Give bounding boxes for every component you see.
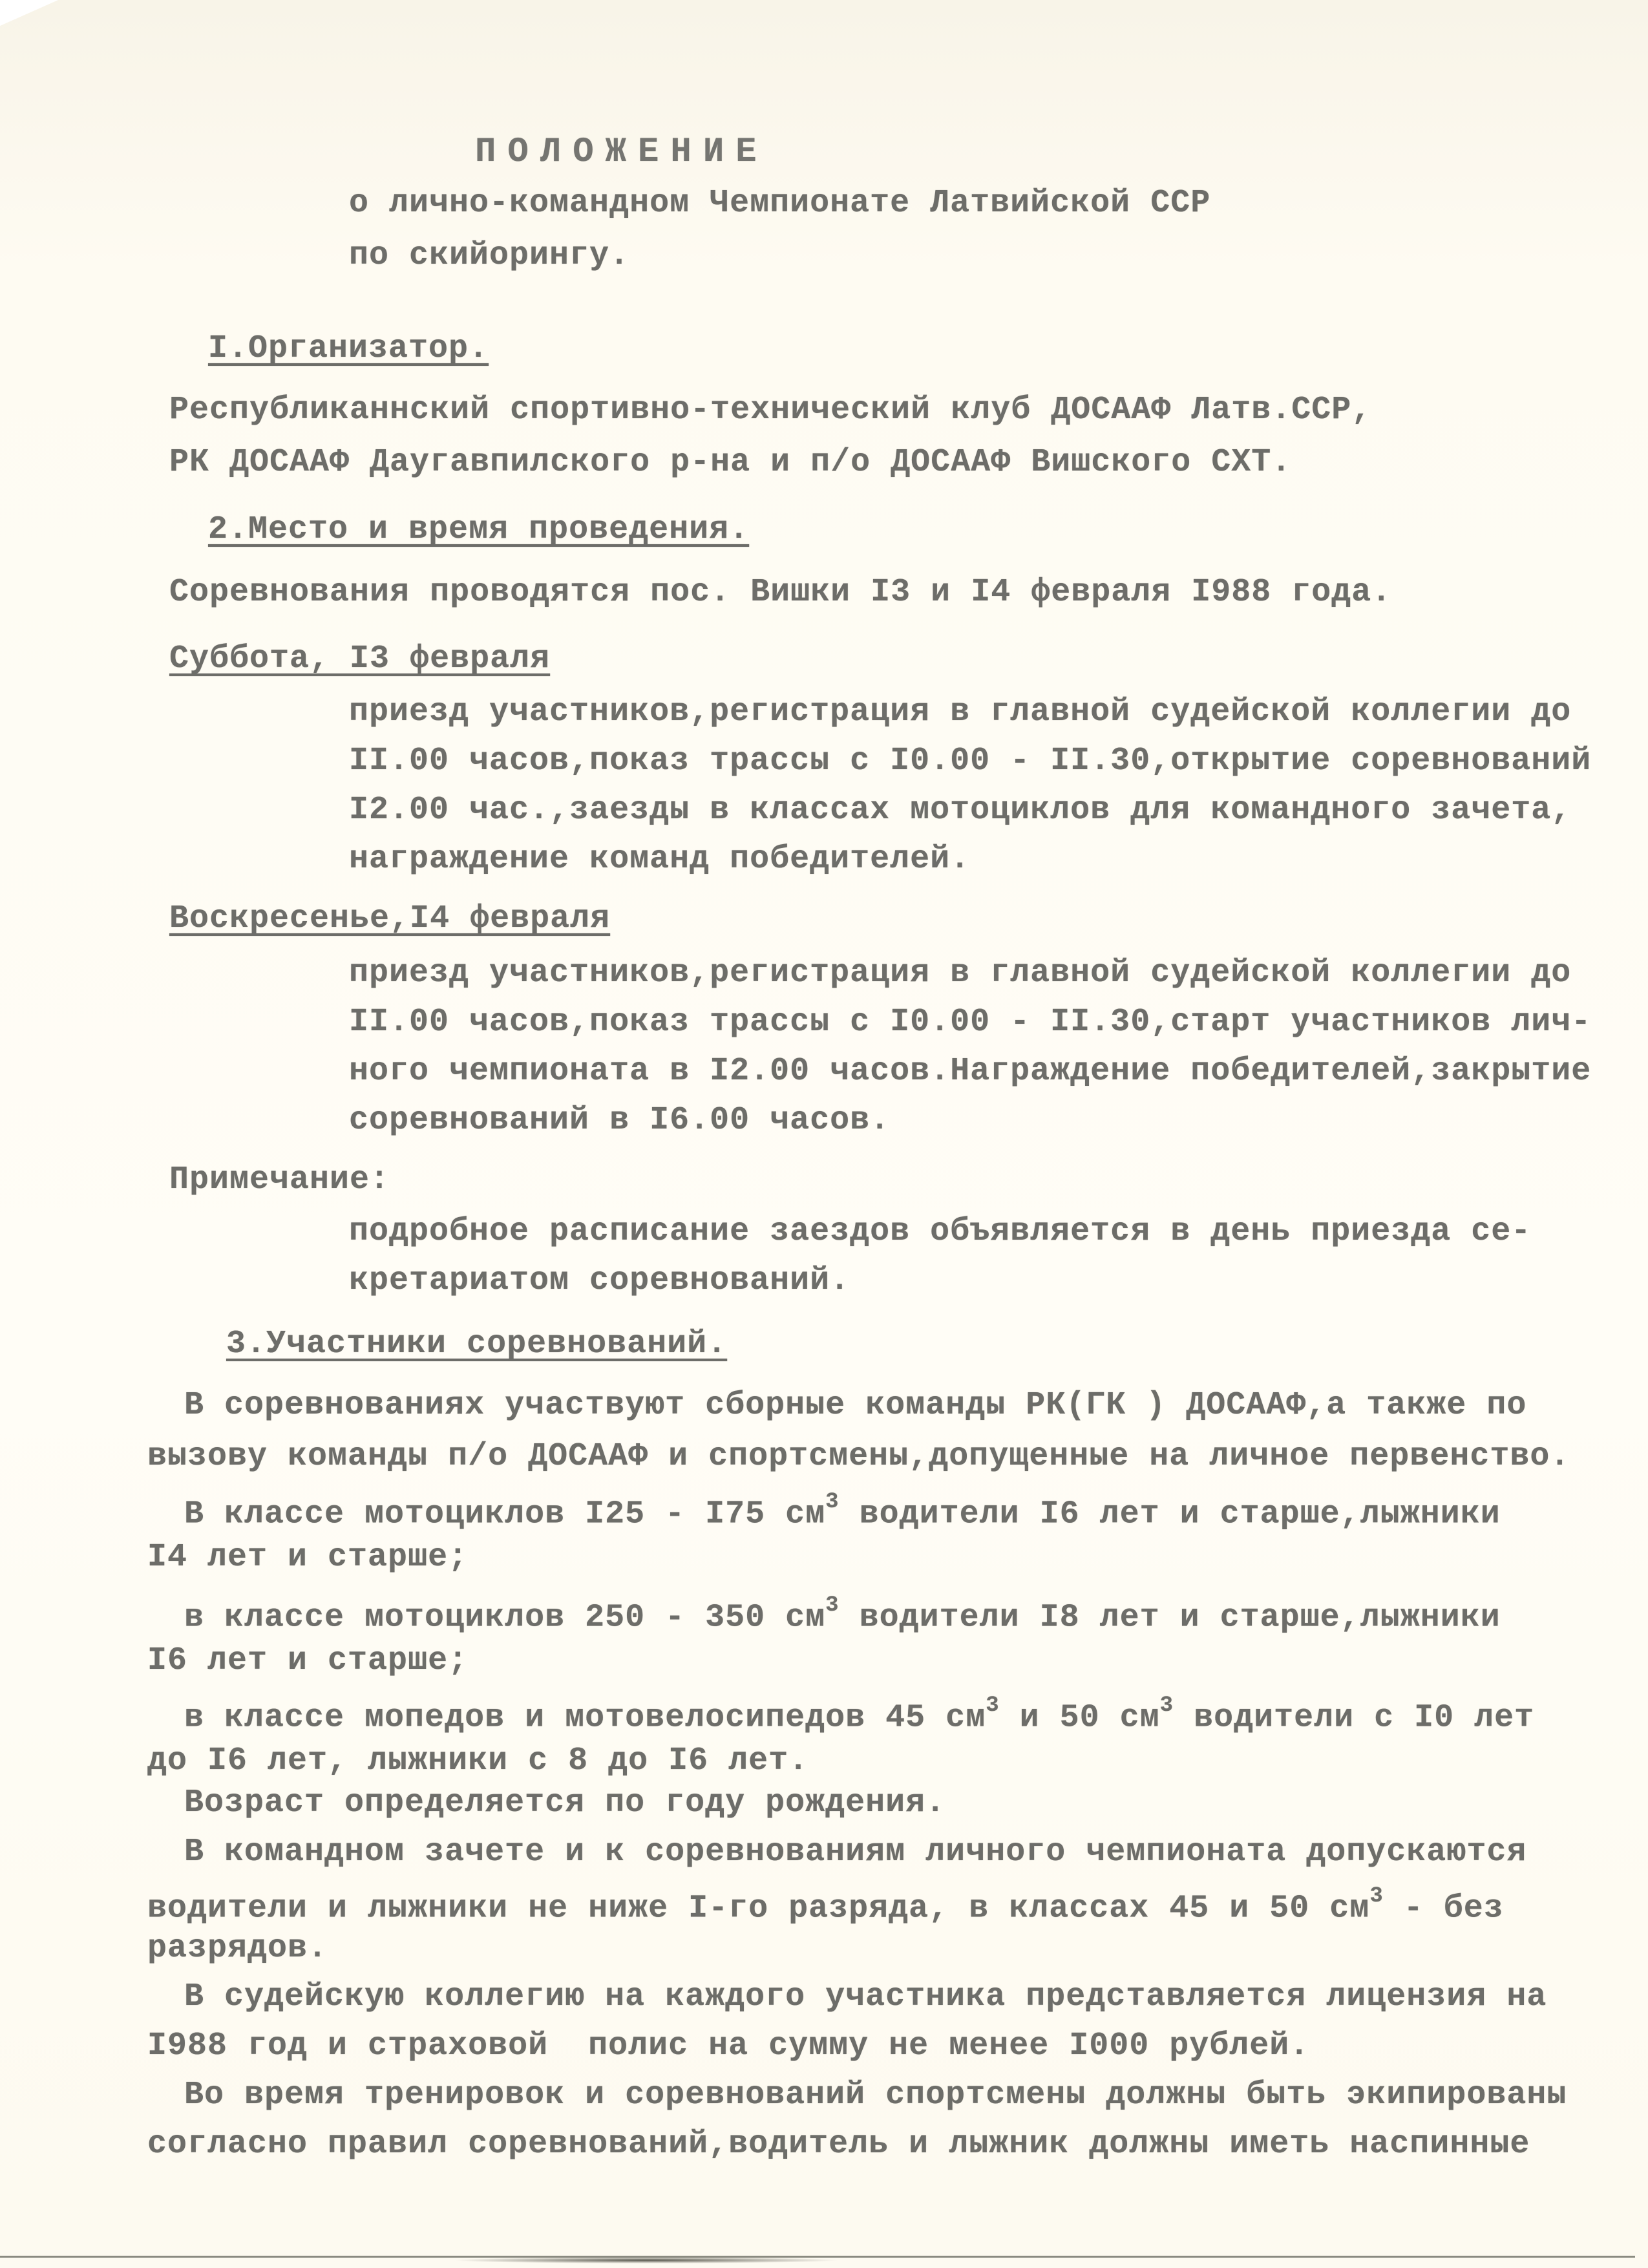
section-heading-participants: 3.Участники соревнований.	[226, 1326, 728, 1362]
team-eligibility-line: разрядов.	[147, 1930, 328, 1967]
sunday-line: соревнований в I6.00 часов.	[349, 1102, 891, 1139]
saturday-heading: Суббота, I3 февраля	[169, 641, 551, 677]
section-heading-place-time: 2.Место и время проведения.	[208, 511, 750, 548]
team-eligibility-line: В командном зачете и к соревнованиям личного чемпионата допускаются	[184, 1834, 1527, 1871]
saturday-line: II.00 часов,показ трассы с I0.00 - II.30,открытие соревнований	[349, 743, 1592, 779]
sunday-line: II.00 часов,показ трассы с I0.00 - II.30,старт участников лич-	[349, 1004, 1592, 1041]
class-mopeds-line: в классе мопедов и мотовелосипедов 45 $см^3$ и 50 $см^3$ водители с I0 лет	[184, 1693, 1535, 1737]
sunday-line: приезд участников,регистрация в главной судейской коллегии до	[349, 955, 1572, 991]
team-eligibility-line: водители и лыжники не ниже I-го разряда, в классах 45 и 50 $см^3$ - без	[147, 1884, 1504, 1927]
organizer-line: Республиканнский спортивно-технический клуб ДОСААФ Латв.ССР,	[169, 392, 1372, 429]
saturday-line: приезд участников,регистрация в главной судейской коллегии до	[349, 694, 1572, 730]
note-line: кретариатом соревнований.	[349, 1262, 850, 1299]
class-125-175-line: В классе мотоциклов I25 - I75 $см^3$ водители I6 лет и старше,лыжники	[184, 1490, 1501, 1533]
section-heading-organizer: I.Организатор.	[208, 330, 489, 367]
sunday-line: ного чемпионата в I2.00 часов.Награждение победителей,закрытие	[349, 1053, 1592, 1090]
sunday-heading: Воскресенье,I4 февраля	[169, 900, 611, 937]
saturday-line: I2.00 час.,заезды в классах мотоциклов для командного зачета,	[349, 792, 1572, 829]
paper-shadow	[452, 2257, 840, 2263]
participants-line: В соревнованиях участвуют сборные команды РК(ГК ) ДОСААФ,а также по	[184, 1387, 1527, 1424]
class-250-350-line: в классе мотоциклов 250 - 350 $см^3$ водители I8 лет и старше,лыжники	[184, 1593, 1501, 1637]
license-line: В судейскую коллегию на каждого участника представляется лицензия на	[184, 1978, 1547, 2015]
organizer-line: РК ДОСААФ Даугавпилского р-на и п/о ДОСААФ Вишского СХТ.	[169, 444, 1292, 481]
equipment-line: Во время тренировок и соревнований спортсмены должны быть экипированы	[184, 2077, 1567, 2114]
participants-line: вызову команды п/о ДОСААФ и спортсмены,допущенные на личное первенство.	[147, 1438, 1570, 1475]
equipment-line: согласно правил соревнований,водитель и лыжник должны иметь наспинные	[147, 2126, 1530, 2163]
note-label: Примечание:	[169, 1161, 390, 1198]
age-line: Возраст определяется по году рождения.	[184, 1785, 946, 1821]
subtitle-line: о лично-командном Чемпионате Латвийской ССР	[349, 185, 1211, 222]
saturday-line: награждение команд победителей.	[349, 841, 971, 878]
place-time-intro: Соревнования проводятся пос. Вишки I3 и I4 февраля I988 года.	[169, 574, 1392, 611]
document-title: ПОЛОЖЕНИЕ	[475, 132, 768, 172]
paper-fold-corner	[0, 0, 58, 26]
class-mopeds-cont: до I6 лет, лыжники с 8 до I6 лет.	[147, 1743, 809, 1779]
class-250-350-cont: I6 лет и старше;	[147, 1642, 469, 1679]
subtitle-line: по скийорингу.	[349, 237, 630, 274]
note-line: подробное расписание заездов объявляется в день приезда се-	[349, 1213, 1532, 1250]
class-125-175-cont: I4 лет и старше;	[147, 1539, 469, 1576]
license-line: I988 год и страховой полис на сумму не менее I000 рублей.	[147, 2028, 1310, 2064]
